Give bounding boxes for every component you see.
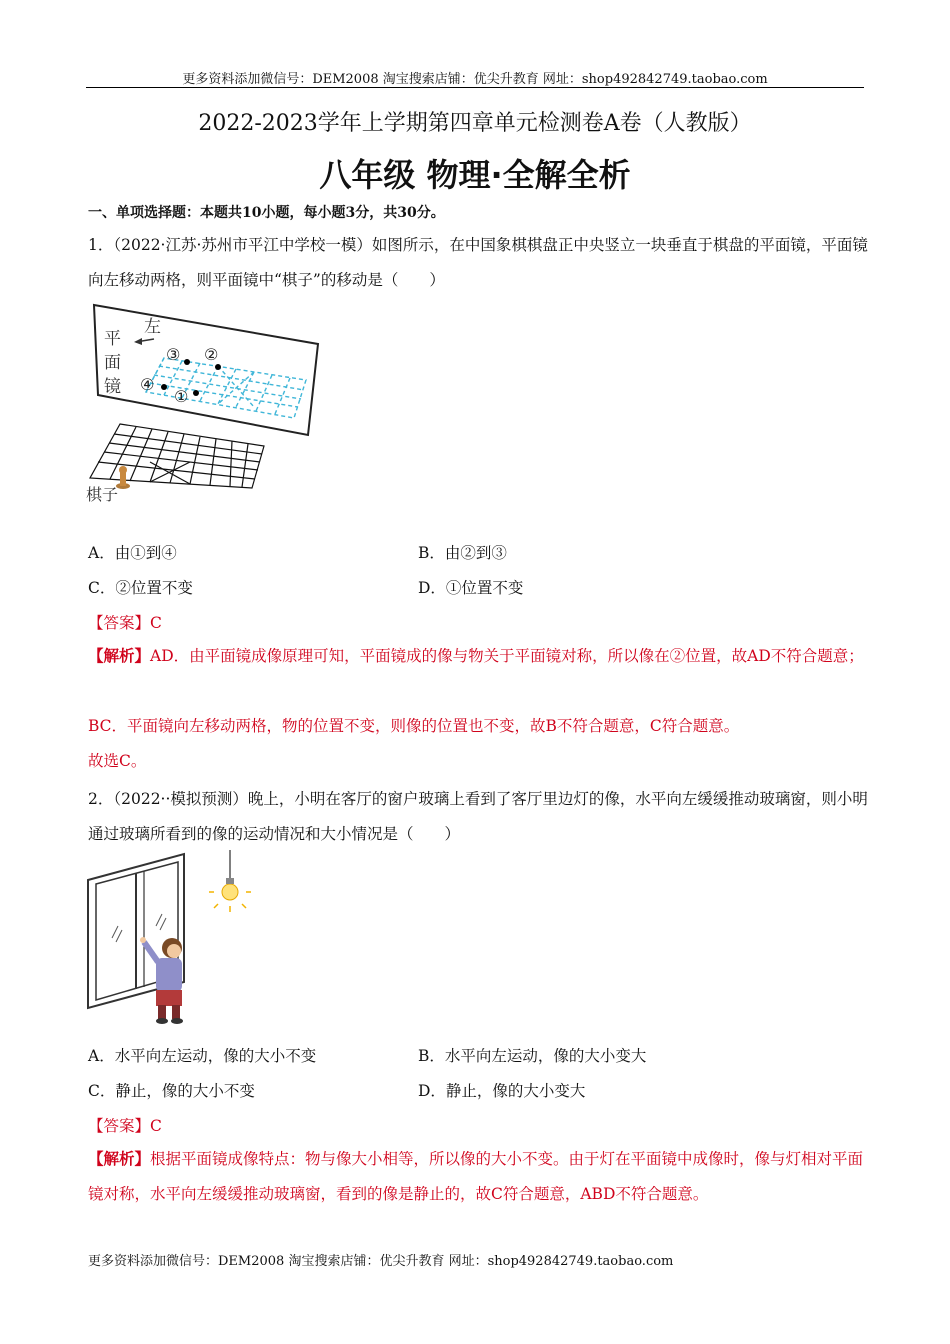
mirror-label-2: 面 [104, 353, 121, 373]
q1-analysis-3: 故选C。 [88, 752, 147, 770]
figure-window-lamp [84, 850, 284, 1030]
q2-analysis-prefix: 【解析】 [88, 1149, 151, 1168]
q2-analysis-text: 根据平面镜成像特点：物与像大小相等，所以像的大小不变。由于灯在平面镜中成像时，像与灯相对平面镜对称，水平向左缓缓推动玻璃窗，看到的像是静止的，故C符合题意，ABD不符合题意。 [88, 1150, 864, 1203]
q2-answer: 【答案】C [88, 1117, 162, 1135]
q1-option-c[interactable]: C．②位置不变 [88, 579, 193, 597]
page-header: 更多资料添加微信号：DEM2008 淘宝搜索店铺：优尖升教育 网址：shop492842749.taobao.com [182, 72, 768, 87]
q1-analysis-1 [88, 638, 868, 674]
mark-2: ② [204, 345, 219, 364]
mirror-label-1: 平 [104, 329, 121, 349]
q2-option-a[interactable]: A．水平向左运动，像的大小不变 [88, 1047, 317, 1065]
q2-option-c[interactable]: C．静止，像的大小不变 [88, 1082, 255, 1100]
light-bulb-icon [209, 850, 251, 912]
q1-option-d[interactable]: D．①位置不变 [418, 579, 524, 597]
mirror-label-3: 镜 [104, 377, 121, 397]
figure-chessboard-mirror [84, 300, 324, 510]
section-heading: 一、单项选择题：本题共10小题，每小题3分，共30分。 [88, 205, 445, 221]
q1-analysis-prefix: 【解析】 [88, 646, 151, 665]
q2-option-b[interactable]: B．水平向左运动，像的大小变大 [418, 1047, 647, 1065]
header-rule [86, 87, 864, 88]
mark-3: ③ [166, 345, 181, 364]
mark-4: ④ [140, 375, 155, 394]
q1-option-b[interactable]: B．由②到③ [418, 544, 507, 562]
question-2-stem: 2．（2022··模拟预测）晚上，小明在客厅的窗户玻璃上看到了客厅里边灯的像，水平向左缓缓推动玻璃窗，则小明通过玻璃所看到的像的运动情况和大小情况是（ ） [88, 790, 868, 843]
q2-option-d[interactable]: D．静止，像的大小变大 [418, 1082, 586, 1100]
document-subtitle: 八年级 物理·全解全析 [319, 156, 631, 194]
left-direction-label: 左 [144, 317, 161, 337]
q1-option-a[interactable]: A．由①到④ [88, 544, 177, 562]
q1-analysis-2: BC．平面镜向左移动两格，物的位置不变，则像的位置也不变，故B不符合题意，C符合题意。 [88, 717, 740, 735]
page-footer: 更多资料添加微信号：DEM2008 淘宝搜索店铺：优尖升教育 网址：shop492842749.taobao.com [88, 1254, 674, 1269]
q1-answer: 【答案】C [88, 614, 162, 632]
document-title: 2022-2023学年上学期第四章单元检测卷A卷（人教版） [198, 111, 752, 136]
q1-analysis-text-1: AD．由平面镜成像原理可知，平面镜成的像与物关于平面镜对称，所以像在②位置，故AD不符合题意； [150, 647, 864, 665]
mark-1: ① [174, 387, 189, 406]
chess-piece-label: 棋子 [86, 485, 119, 504]
q2-analysis [88, 1141, 868, 1212]
question-1-stem: 1．（2022·江苏·苏州市平江中学校一模）如图所示，在中国象棋棋盘正中央竖立一块垂直于棋盘的平面镜，平面镜向左移动两格，则平面镜中“棋子”的移动是（ ） [88, 236, 868, 289]
chess-piece-icon [116, 466, 130, 489]
